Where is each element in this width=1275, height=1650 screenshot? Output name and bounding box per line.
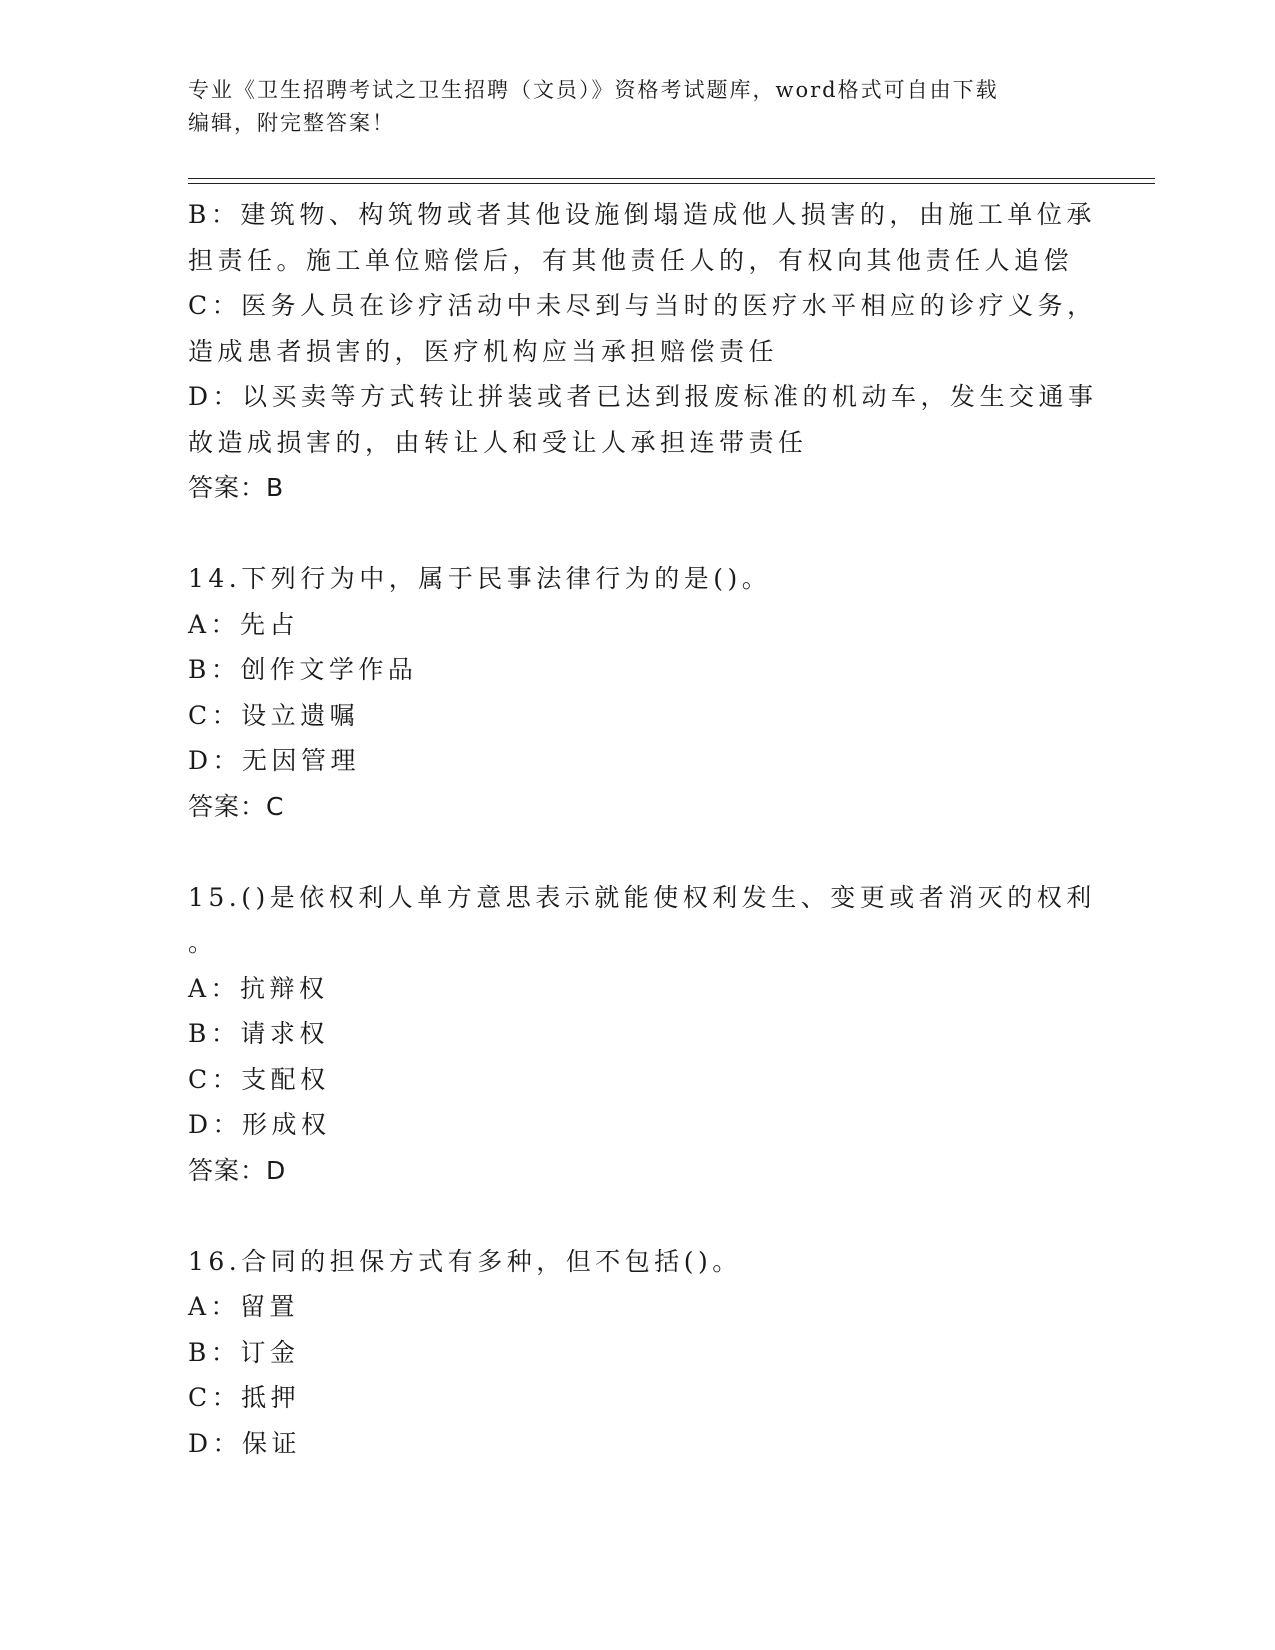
header-line-2: 编辑，附完整答案！ [188,111,395,135]
option-b: B：请求权 [188,1019,329,1048]
question-content [188,192,1098,1466]
answer-14: 答案：C [188,791,285,821]
answer-15: 答案：D [188,1155,287,1185]
option-line: B：建筑物、构筑物或者其他设施倒塌造成他人损害的，由施工单位承 [188,200,1096,229]
option-c: C：支配权 [188,1064,330,1094]
question-16-text: 16.合同的担保方式有多种，但不包括()。 [188,1246,742,1276]
option-a: A：留置 [188,1292,300,1321]
option-line: C：医务人员在诊疗活动中未尽到与当时的医疗水平相应的诊疗义务， [188,291,1097,320]
option-d: D：无因管理 [188,746,361,775]
option-line: 担责任。施工单位赔偿后，有其他责任人的，有权向其他责任人追偿 [188,245,1074,275]
question-16 [188,1239,1088,1467]
option-d: D：形成权 [188,1110,331,1139]
spacer [188,511,1088,557]
header-line-1: 专业《卫生招聘考试之卫生招聘（文员）》资格考试题库，word格式可自由下载 [188,78,999,102]
option-a: A：先占 [188,609,300,639]
option-d: D：保证 [188,1428,302,1458]
answer-13: 答案：B [188,473,285,502]
header-divider-top [188,178,1155,179]
option-b: B：订金 [188,1337,300,1367]
header-divider-bottom [188,183,1155,184]
option-line: D：以买卖等方式转让拼装或者已达到报废标准的机动车，发生交通事 [188,382,1098,411]
option-b: B：创作文学作品 [188,655,418,684]
question-15-text: 15.()是依权利人单方意思表示就能使权利发生、变更或者消灭的权利 [188,882,1096,912]
option-a: A：抗辩权 [188,973,329,1003]
question-15 [188,875,1096,1194]
question-14 [188,556,1088,829]
spacer [188,829,1088,875]
question-14-text: 14.下列行为中，属于民事法律行为的是()。 [188,564,772,593]
question-15-text-wrap: 。 [188,928,218,957]
document-header [188,74,1088,140]
option-line: 造成患者损害的，医疗机构应当承担赔偿责任 [188,336,779,366]
option-line: 故造成损害的，由转让人和受让人承担连带责任 [188,427,808,457]
spacer [188,1193,1088,1239]
question-13-continued [188,192,1098,511]
option-c: C：设立遗嘱 [188,700,360,730]
option-c: C：抵押 [188,1383,301,1412]
